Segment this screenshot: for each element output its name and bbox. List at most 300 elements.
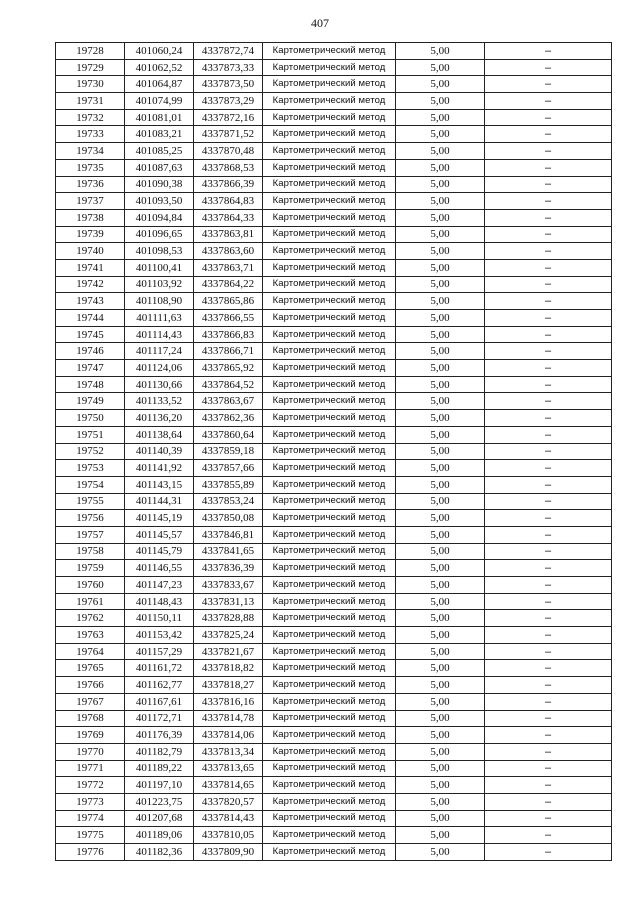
method-cell: Картометрический метод (263, 844, 396, 861)
method-cell: Картометрический метод (263, 343, 396, 360)
accuracy-cell: 5,00 (396, 793, 485, 810)
point-number-cell: 19758 (56, 543, 125, 560)
note-cell: – (485, 343, 612, 360)
x-coordinate-cell: 401074,99 (125, 93, 194, 110)
x-coordinate-cell: 401108,90 (125, 293, 194, 310)
method-cell: Картометрический метод (263, 93, 396, 110)
point-number-cell: 19732 (56, 109, 125, 126)
method-cell: Картометрический метод (263, 827, 396, 844)
method-cell: Картометрический метод (263, 276, 396, 293)
point-number-cell: 19754 (56, 476, 125, 493)
accuracy-cell: 5,00 (396, 710, 485, 727)
table-row (56, 844, 612, 861)
point-number-cell: 19738 (56, 209, 125, 226)
point-number-cell: 19766 (56, 677, 125, 694)
table-row (56, 560, 612, 577)
accuracy-cell: 5,00 (396, 493, 485, 510)
point-number-cell: 19771 (56, 760, 125, 777)
accuracy-cell: 5,00 (396, 93, 485, 110)
table-row (56, 159, 612, 176)
accuracy-cell: 5,00 (396, 243, 485, 260)
x-coordinate-cell: 401145,57 (125, 526, 194, 543)
x-coordinate-cell: 401145,79 (125, 543, 194, 560)
table-row (56, 510, 612, 527)
accuracy-cell: 5,00 (396, 393, 485, 410)
x-coordinate-cell: 401103,92 (125, 276, 194, 293)
accuracy-cell: 5,00 (396, 610, 485, 627)
note-cell: – (485, 493, 612, 510)
method-cell: Картометрический метод (263, 226, 396, 243)
note-cell: – (485, 76, 612, 93)
y-coordinate-cell: 4337813,34 (194, 743, 263, 760)
point-number-cell: 19740 (56, 243, 125, 260)
x-coordinate-cell: 401090,38 (125, 176, 194, 193)
table-row (56, 627, 612, 644)
y-coordinate-cell: 4337866,39 (194, 176, 263, 193)
accuracy-cell: 5,00 (396, 560, 485, 577)
point-number-cell: 19752 (56, 443, 125, 460)
x-coordinate-cell: 401172,71 (125, 710, 194, 727)
method-cell: Картометрический метод (263, 476, 396, 493)
accuracy-cell: 5,00 (396, 777, 485, 794)
accuracy-cell: 5,00 (396, 276, 485, 293)
accuracy-cell: 5,00 (396, 760, 485, 777)
x-coordinate-cell: 401167,61 (125, 693, 194, 710)
note-cell: – (485, 793, 612, 810)
method-cell: Картометрический метод (263, 593, 396, 610)
point-number-cell: 19767 (56, 693, 125, 710)
point-number-cell: 19773 (56, 793, 125, 810)
note-cell: – (485, 760, 612, 777)
x-coordinate-cell: 401176,39 (125, 727, 194, 744)
point-number-cell: 19765 (56, 660, 125, 677)
y-coordinate-cell: 4337809,90 (194, 844, 263, 861)
x-coordinate-cell: 401124,06 (125, 360, 194, 377)
accuracy-cell: 5,00 (396, 43, 485, 60)
note-cell: – (485, 476, 612, 493)
y-coordinate-cell: 4337813,65 (194, 760, 263, 777)
y-coordinate-cell: 4337864,33 (194, 209, 263, 226)
note-cell: – (485, 693, 612, 710)
y-coordinate-cell: 4337857,66 (194, 460, 263, 477)
x-coordinate-cell: 401223,75 (125, 793, 194, 810)
x-coordinate-cell: 401093,50 (125, 193, 194, 210)
method-cell: Картометрический метод (263, 109, 396, 126)
y-coordinate-cell: 4337814,78 (194, 710, 263, 727)
note-cell: – (485, 743, 612, 760)
y-coordinate-cell: 4337828,88 (194, 610, 263, 627)
note-cell: – (485, 59, 612, 76)
accuracy-cell: 5,00 (396, 727, 485, 744)
note-cell: – (485, 426, 612, 443)
table-row (56, 310, 612, 327)
y-coordinate-cell: 4337866,55 (194, 310, 263, 327)
point-number-cell: 19739 (56, 226, 125, 243)
accuracy-cell: 5,00 (396, 259, 485, 276)
point-number-cell: 19750 (56, 410, 125, 427)
table-row (56, 610, 612, 627)
x-coordinate-cell: 401117,24 (125, 343, 194, 360)
method-cell: Картометрический метод (263, 376, 396, 393)
x-coordinate-cell: 401161,72 (125, 660, 194, 677)
x-coordinate-cell: 401146,55 (125, 560, 194, 577)
y-coordinate-cell: 4337855,89 (194, 476, 263, 493)
method-cell: Картометрический метод (263, 660, 396, 677)
x-coordinate-cell: 401085,25 (125, 143, 194, 160)
point-number-cell: 19743 (56, 293, 125, 310)
method-cell: Картометрический метод (263, 543, 396, 560)
y-coordinate-cell: 4337863,60 (194, 243, 263, 260)
x-coordinate-cell: 401111,63 (125, 310, 194, 327)
point-number-cell: 19742 (56, 276, 125, 293)
table-row (56, 143, 612, 160)
x-coordinate-cell: 401140,39 (125, 443, 194, 460)
point-number-cell: 19759 (56, 560, 125, 577)
method-cell: Картометрический метод (263, 560, 396, 577)
note-cell: – (485, 677, 612, 694)
accuracy-cell: 5,00 (396, 410, 485, 427)
accuracy-cell: 5,00 (396, 743, 485, 760)
page-number: 407 (311, 16, 329, 30)
note-cell: – (485, 393, 612, 410)
x-coordinate-cell: 401081,01 (125, 109, 194, 126)
y-coordinate-cell: 4337850,08 (194, 510, 263, 527)
note-cell: – (485, 710, 612, 727)
note-cell: – (485, 643, 612, 660)
method-cell: Картометрический метод (263, 510, 396, 527)
note-cell: – (485, 410, 612, 427)
table-row (56, 76, 612, 93)
method-cell: Картометрический метод (263, 610, 396, 627)
x-coordinate-cell: 401182,36 (125, 844, 194, 861)
note-cell: – (485, 560, 612, 577)
accuracy-cell: 5,00 (396, 360, 485, 377)
table-row (56, 193, 612, 210)
point-number-cell: 19728 (56, 43, 125, 60)
table-row (56, 326, 612, 343)
accuracy-cell: 5,00 (396, 193, 485, 210)
table-row (56, 410, 612, 427)
note-cell: – (485, 827, 612, 844)
x-coordinate-cell: 401145,19 (125, 510, 194, 527)
y-coordinate-cell: 4337864,22 (194, 276, 263, 293)
method-cell: Картометрический метод (263, 410, 396, 427)
method-cell: Картометрический метод (263, 627, 396, 644)
accuracy-cell: 5,00 (396, 827, 485, 844)
accuracy-cell: 5,00 (396, 543, 485, 560)
point-number-cell: 19772 (56, 777, 125, 794)
coordinates-table-body (56, 43, 612, 861)
y-coordinate-cell: 4337870,48 (194, 143, 263, 160)
y-coordinate-cell: 4337859,18 (194, 443, 263, 460)
method-cell: Картометрический метод (263, 193, 396, 210)
x-coordinate-cell: 401094,84 (125, 209, 194, 226)
note-cell: – (485, 460, 612, 477)
x-coordinate-cell: 401096,65 (125, 226, 194, 243)
accuracy-cell: 5,00 (396, 159, 485, 176)
x-coordinate-cell: 401150,11 (125, 610, 194, 627)
accuracy-cell: 5,00 (396, 677, 485, 694)
note-cell: – (485, 777, 612, 794)
method-cell: Картометрический метод (263, 743, 396, 760)
table-row (56, 360, 612, 377)
note-cell: – (485, 143, 612, 160)
accuracy-cell: 5,00 (396, 326, 485, 343)
y-coordinate-cell: 4337818,82 (194, 660, 263, 677)
table-row (56, 226, 612, 243)
y-coordinate-cell: 4337820,57 (194, 793, 263, 810)
note-cell: – (485, 43, 612, 60)
y-coordinate-cell: 4337863,67 (194, 393, 263, 410)
accuracy-cell: 5,00 (396, 143, 485, 160)
method-cell: Картометрический метод (263, 577, 396, 594)
y-coordinate-cell: 4337872,74 (194, 43, 263, 60)
y-coordinate-cell: 4337865,92 (194, 360, 263, 377)
method-cell: Картометрический метод (263, 360, 396, 377)
table-row (56, 343, 612, 360)
point-number-cell: 19753 (56, 460, 125, 477)
x-coordinate-cell: 401130,66 (125, 376, 194, 393)
table-row (56, 476, 612, 493)
y-coordinate-cell: 4337814,43 (194, 810, 263, 827)
point-number-cell: 19749 (56, 393, 125, 410)
method-cell: Картометрический метод (263, 810, 396, 827)
x-coordinate-cell: 401157,29 (125, 643, 194, 660)
accuracy-cell: 5,00 (396, 476, 485, 493)
note-cell: – (485, 376, 612, 393)
accuracy-cell: 5,00 (396, 643, 485, 660)
coordinates-table (55, 42, 612, 861)
point-number-cell: 19770 (56, 743, 125, 760)
y-coordinate-cell: 4337868,53 (194, 159, 263, 176)
y-coordinate-cell: 4337865,86 (194, 293, 263, 310)
accuracy-cell: 5,00 (396, 443, 485, 460)
y-coordinate-cell: 4337873,50 (194, 76, 263, 93)
y-coordinate-cell: 4337853,24 (194, 493, 263, 510)
point-number-cell: 19760 (56, 577, 125, 594)
point-number-cell: 19746 (56, 343, 125, 360)
point-number-cell: 19751 (56, 426, 125, 443)
y-coordinate-cell: 4337818,27 (194, 677, 263, 694)
accuracy-cell: 5,00 (396, 293, 485, 310)
table-row (56, 426, 612, 443)
y-coordinate-cell: 4337873,29 (194, 93, 263, 110)
table-row (56, 126, 612, 143)
method-cell: Картометрический метод (263, 310, 396, 327)
point-number-cell: 19761 (56, 593, 125, 610)
accuracy-cell: 5,00 (396, 577, 485, 594)
table-row (56, 443, 612, 460)
accuracy-cell: 5,00 (396, 810, 485, 827)
point-number-cell: 19733 (56, 126, 125, 143)
method-cell: Картометрический метод (263, 777, 396, 794)
note-cell: – (485, 727, 612, 744)
note-cell: – (485, 543, 612, 560)
point-number-cell: 19762 (56, 610, 125, 627)
method-cell: Картометрический метод (263, 727, 396, 744)
x-coordinate-cell: 401144,31 (125, 493, 194, 510)
note-cell: – (485, 310, 612, 327)
x-coordinate-cell: 401197,10 (125, 777, 194, 794)
method-cell: Картометрический метод (263, 710, 396, 727)
point-number-cell: 19756 (56, 510, 125, 527)
point-number-cell: 19744 (56, 310, 125, 327)
table-row (56, 777, 612, 794)
point-number-cell: 19736 (56, 176, 125, 193)
method-cell: Картометрический метод (263, 643, 396, 660)
note-cell: – (485, 660, 612, 677)
accuracy-cell: 5,00 (396, 176, 485, 193)
note-cell: – (485, 209, 612, 226)
point-number-cell: 19775 (56, 827, 125, 844)
note-cell: – (485, 109, 612, 126)
point-number-cell: 19735 (56, 159, 125, 176)
x-coordinate-cell: 401083,21 (125, 126, 194, 143)
accuracy-cell: 5,00 (396, 526, 485, 543)
y-coordinate-cell: 4337862,36 (194, 410, 263, 427)
note-cell: – (485, 193, 612, 210)
accuracy-cell: 5,00 (396, 627, 485, 644)
table-row (56, 593, 612, 610)
note-cell: – (485, 93, 612, 110)
y-coordinate-cell: 4337860,64 (194, 426, 263, 443)
accuracy-cell: 5,00 (396, 59, 485, 76)
note-cell: – (485, 443, 612, 460)
method-cell: Картометрический метод (263, 493, 396, 510)
y-coordinate-cell: 4337814,65 (194, 777, 263, 794)
x-coordinate-cell: 401100,41 (125, 259, 194, 276)
y-coordinate-cell: 4337872,16 (194, 109, 263, 126)
method-cell: Картометрический метод (263, 126, 396, 143)
method-cell: Картометрический метод (263, 209, 396, 226)
accuracy-cell: 5,00 (396, 109, 485, 126)
point-number-cell: 19745 (56, 326, 125, 343)
y-coordinate-cell: 4337814,06 (194, 727, 263, 744)
y-coordinate-cell: 4337866,83 (194, 326, 263, 343)
x-coordinate-cell: 401207,68 (125, 810, 194, 827)
method-cell: Картометрический метод (263, 59, 396, 76)
y-coordinate-cell: 4337864,52 (194, 376, 263, 393)
point-number-cell: 19764 (56, 643, 125, 660)
note-cell: – (485, 360, 612, 377)
note-cell: – (485, 293, 612, 310)
table-row (56, 293, 612, 310)
table-row (56, 543, 612, 560)
accuracy-cell: 5,00 (396, 426, 485, 443)
accuracy-cell: 5,00 (396, 844, 485, 861)
note-cell: – (485, 810, 612, 827)
y-coordinate-cell: 4337816,16 (194, 693, 263, 710)
accuracy-cell: 5,00 (396, 693, 485, 710)
method-cell: Картометрический метод (263, 76, 396, 93)
accuracy-cell: 5,00 (396, 593, 485, 610)
accuracy-cell: 5,00 (396, 310, 485, 327)
table-row (56, 209, 612, 226)
x-coordinate-cell: 401060,24 (125, 43, 194, 60)
note-cell: – (485, 226, 612, 243)
x-coordinate-cell: 401138,64 (125, 426, 194, 443)
accuracy-cell: 5,00 (396, 343, 485, 360)
note-cell: – (485, 243, 612, 260)
x-coordinate-cell: 401147,23 (125, 577, 194, 594)
method-cell: Картометрический метод (263, 393, 396, 410)
x-coordinate-cell: 401143,15 (125, 476, 194, 493)
accuracy-cell: 5,00 (396, 209, 485, 226)
method-cell: Картометрический метод (263, 243, 396, 260)
method-cell: Картометрический метод (263, 693, 396, 710)
table-row (56, 660, 612, 677)
y-coordinate-cell: 4337866,71 (194, 343, 263, 360)
note-cell: – (485, 326, 612, 343)
x-coordinate-cell: 401189,06 (125, 827, 194, 844)
table-row (56, 743, 612, 760)
table-row (56, 109, 612, 126)
note-cell: – (485, 577, 612, 594)
point-number-cell: 19763 (56, 627, 125, 644)
note-cell: – (485, 526, 612, 543)
note-cell: – (485, 593, 612, 610)
table-row (56, 93, 612, 110)
table-row (56, 43, 612, 60)
point-number-cell: 19757 (56, 526, 125, 543)
method-cell: Картометрический метод (263, 443, 396, 460)
method-cell: Картометрический метод (263, 460, 396, 477)
note-cell: – (485, 610, 612, 627)
accuracy-cell: 5,00 (396, 660, 485, 677)
table-row (56, 376, 612, 393)
note-cell: – (485, 126, 612, 143)
x-coordinate-cell: 401148,43 (125, 593, 194, 610)
point-number-cell: 19748 (56, 376, 125, 393)
y-coordinate-cell: 4337873,33 (194, 59, 263, 76)
point-number-cell: 19729 (56, 59, 125, 76)
method-cell: Картометрический метод (263, 760, 396, 777)
point-number-cell: 19769 (56, 727, 125, 744)
accuracy-cell: 5,00 (396, 76, 485, 93)
note-cell: – (485, 510, 612, 527)
method-cell: Картометрический метод (263, 293, 396, 310)
y-coordinate-cell: 4337871,52 (194, 126, 263, 143)
table-row (56, 760, 612, 777)
x-coordinate-cell: 401141,92 (125, 460, 194, 477)
note-cell: – (485, 627, 612, 644)
y-coordinate-cell: 4337841,65 (194, 543, 263, 560)
table-row (56, 577, 612, 594)
x-coordinate-cell: 401162,77 (125, 677, 194, 694)
accuracy-cell: 5,00 (396, 226, 485, 243)
method-cell: Картометрический метод (263, 159, 396, 176)
point-number-cell: 19774 (56, 810, 125, 827)
method-cell: Картометрический метод (263, 43, 396, 60)
table-row (56, 693, 612, 710)
point-number-cell: 19755 (56, 493, 125, 510)
note-cell: – (485, 276, 612, 293)
point-number-cell: 19776 (56, 844, 125, 861)
point-number-cell: 19730 (56, 76, 125, 93)
y-coordinate-cell: 4337810,05 (194, 827, 263, 844)
y-coordinate-cell: 4337863,81 (194, 226, 263, 243)
table-row (56, 710, 612, 727)
method-cell: Картометрический метод (263, 793, 396, 810)
table-row (56, 793, 612, 810)
accuracy-cell: 5,00 (396, 126, 485, 143)
table-row (56, 276, 612, 293)
note-cell: – (485, 259, 612, 276)
table-row (56, 460, 612, 477)
table-row (56, 393, 612, 410)
y-coordinate-cell: 4337831,13 (194, 593, 263, 610)
method-cell: Картометрический метод (263, 259, 396, 276)
